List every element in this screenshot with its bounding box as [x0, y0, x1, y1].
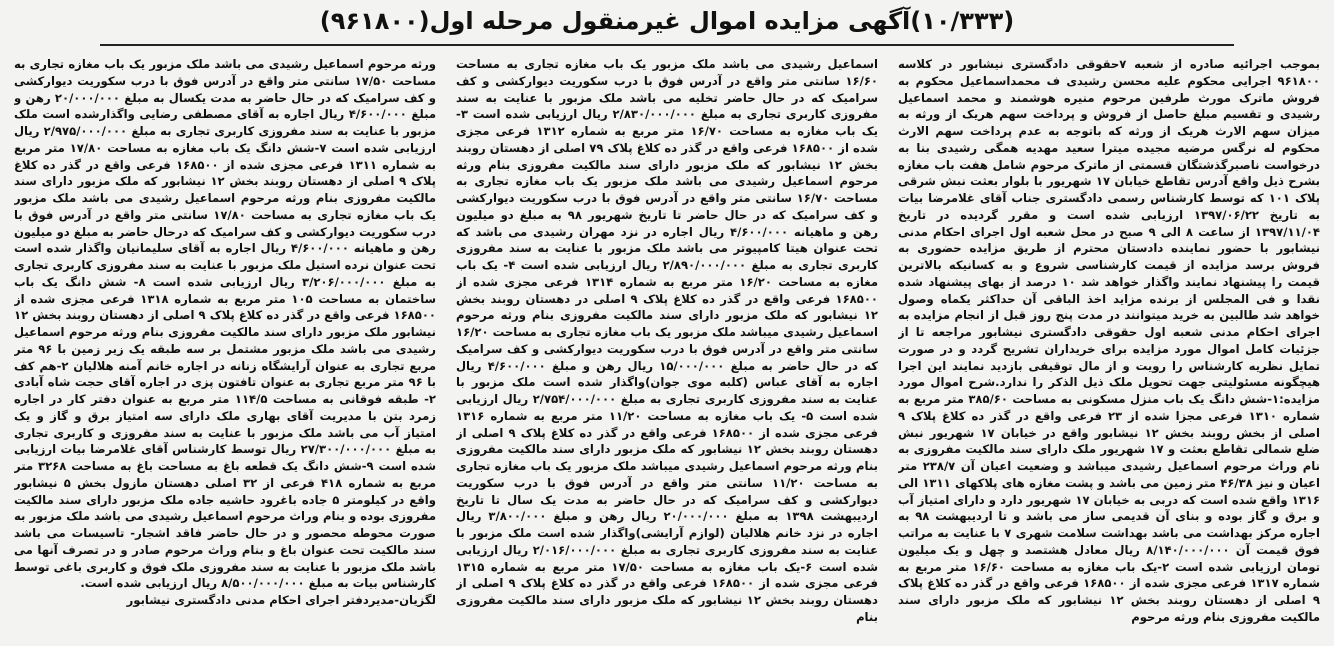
- column-right: [898, 56, 1320, 640]
- signature: لگزیان-مدیردفتر اجرای احکام مدنی دادگستری نیشابور: [126, 593, 436, 607]
- notice-title: (۱۰/۳۳۳)آگهی مزایده اموال غیرمنقول مرحله اول(۹۶۱۸۰۰): [319, 7, 1015, 35]
- column-left-text: ورثه مرحوم اسماعیل رشیدی می باشد ملک مزبور یک باب مغازه تجاری به مساحت ۱۷/۵۰ سانتی متر واقع در آدرس فوق با درب سکوریت دیوارکشی و کف سرامیک که در حال حاضر به مدت یکسال به مبلغ ۲۰/۰۰۰/۰۰۰ رهن و مبلغ ۴/۶۰۰/۰۰۰ ریال اجاره به آقای مصطفی رضایی واگذارشده است ملک مزبور با عنایت به سند مفروزی کاربری تجاری به مبلغ ۲/۹۷۵/۰۰۰/۰۰۰ ریال ارزیابی شده است ۷-شش دانگ یک باب مغازه به مساحت ۱۷/۸۰ متر مربع به شماره ۱۳۱۱ فرعی مجزی شده از ۱۶۸۵۰۰ فرعی واقع در گذر ده کلاغ پلاک ۹ اصلی از دهستان روبند بخش ۱۲ نیشابور که ملک مزبور دارای سند مالکیت مفروزی بنام ورثه مرحوم اسماعیل رشیدی می باشد ملک مزبور یک باب مغازه تجاری به مساحت ۱۷/۸۰ سانتی متر واقع در آدرس فوق با درب سکوریت دیوارکشی و کف سرامیک که درحال حاضر به مبلغ دو میلیون رهن و ماهیانه ۴/۶۰۰/۰۰۰ ریال اجاره به آقای سلیمانیان واگذار شده است تحت عنوان نرده استیل ملک مزبور با عنایت به سند مفروزی کاربری تجاری به مبلغ ۳/۲۰۶/۰۰۰/۰۰۰ ریال ارزیابی شده است ۸- شش دانگ یک باب ساختمان به مساحت ۱۰۵ متر مربع به شماره ۱۳۱۸ فرعی مجزی شده از ۱۶۸۵۰۰ فرعی واقع در گذر ده کلاغ پلاک ۹ اصلی از دهستان روبند بخش ۱۲ نیشابور ملک مزبور دارای سند مالکیت مفروزی بنام ورثه مرحوم اسماعیل رشیدی می باشد ملک مزبور مشتمل بر سه طبقه یک زیر زمین با ۹۶ متر مربع تجاری به عنوان آرایشگاه زنانه در اجاره خانم آمنه هلالیان ۲-هم کف با ۹۶ متر مربع تجاری به عنوان تافتون پزی در اجاره آقای حجت شاه آبادی ۲- طبقه فوقانی به مساحت ۱۱۴/۵ متر مربع به عنوان دفتر کار در اجاره زمرد بتن با مدیریت آقای بهاری ملک دارای سه امتیاز برق و گاز و یک امتیاز آب می باشد ملک مزبور با عنایت به سند مفروزی و کاربری تجاری به مبلغ ۲۷/۳۰۰/۰۰۰/۰۰۰ ریال توسط کارشناس آقای غلامرضا بیات ارزیابی شده است ۹-شش دانگ یک قطعه باغ به مساحت باغ به مساحت ۳۲۶۸ متر مربع به شماره ۴۱۸ فرعی از ۳۲ اصلی دهستان مازول بخش ۵ نیشابور واقع در کیلومتر ۵ جاده باغرود حاشیه جاده ملک مزبور دارای سند مالکیت مفروزی بوده و بنام وراث مرحوم اسماعیل رشیدی می باشد ملک مزبور به صورت محوطه محصور و در حال حاضر فاقد اشجار- تاسیسات می باشد سند مالکیت تحت عنوان باغ و بنام وراث مرحوم صادر و در تصرف آنها می باشد ملک مزبور با عنایت به سند مفروزی ملک فوق و کاربری باغی توسط کارشناس بیات به مبلغ ۸/۵۰۰/۰۰۰/۰۰۰ ریال ارزیابی شده است.: [14, 57, 436, 591]
- column-middle-text: اسماعیل رشیدی می باشد ملک مزبور یک باب مغازه تجاری به مساحت ۱۶/۶۰ سانتی متر واقع در آدرس فوق با درب سکوریت دیوارکشی و کف سرامیک که در حال حاضر تخلیه می باشد ملک مزبور با عنایت به سند مفروزی کاربری تجاری به مبلغ ۲/۸۳۰/۰۰۰/۰۰۰ ریال ارزیابی شده است ۳- یک باب مغازه به مساحت ۱۶/۷۰ متر مربع به شماره ۱۳۱۲ فرعی مجزی شده از ۱۶۸۵۰۰ فرعی واقع در گذر ده کلاغ پلاک ۷۹ اصلی از دهستان روبند بخش ۱۲ نیشابور که ملک مزبور دارای سند مالکیت مفروزی بنام ورثه مرحوم اسماعیل رشیدی می باشد ملک مزبور یک باب مغازه تجاری به مساحت ۱۶/۷۰ سانتی متر واقع در آدرس فوق با درب سکوریت دیوارکشی و کف سرامیک که در حال حاضر تا تاریخ شهریور ۹۸ به مبلغ دو میلیون رهن و ماهیانه ۴/۶۰۰/۰۰۰ ریال اجاره در نزد مهران رشیدی می باشد که تحت عنوان هیتا کامپیوتر می باشد ملک مزبور با عنایت به سند مفروزی کاربری تجاری به مبلغ ۲/۸۹۰/۰۰۰/۰۰۰ ریال ارزیابی شده است ۴- یک باب مغازه به مساحت ۱۶/۲۰ متر مربع به شماره ۱۳۱۴ فرعی مجزی شده از ۱۶۸۵۰۰ فرعی واقع در گذر ده کلاغ پلاک ۹ اصلی در دهستان روبند بخش ۱۲ نیشابور که ملک مزبور دارای سند مالکیت مفروزی بنام ورثه مرحوم اسماعیل رشیدی میباشد ملک مزبور یک باب مغازه تجاری به مساحت ۱۶/۲۰ سانتی متر واقع در آدرس فوق با درب سکوریت دیوارکشی و کف سرامیک که در حال حاضر به مبلغ ۱۵/۰۰۰/۰۰۰ ریال رهن و مبلغ ۴/۶۰۰/۰۰۰ ریال اجاره به آقای عباس (کلبه موی جوان)واگذار شده است ملک مزبور با عنایت به سند مفروزی کاربری تجاری به مبلغ ۲/۷۵۴/۰۰۰/۰۰۰ ریال ارزیابی شده است ۵- یک باب مغازه به مساحت ۱۱/۲۰ متر مربع به شماره ۱۳۱۶ فرعی مجزی شده از ۱۶۸۵۰۰ فرعی واقع در گذر ده کلاغ پلاک ۹ اصلی از دهستان روبند بخش ۱۲ نیشابور که ملک مزبور دارای سند مالکیت مفروزی بنام ورثه مرحوم اسماعیل رشیدی میباشد ملک مزبور یک باب مغازه تجاری به مساحت ۱۱/۲۰ سانتی متر واقع در آدرس فوق با درب سکوریت دیوارکشی و کف سرامیک که در حال حاضر به مدت یک سال تا تاریخ اردیبهشت ۱۳۹۸ به مبلغ ۲۰/۰۰۰/۰۰۰ ریال رهن و مبلغ ۳/۸۰۰/۰۰۰ ریال اجاره در نزد خانم هلالیان (لوازم آرایشی)واگذار شده است ملک مزبور با عنایت به سند مفروزی کاربری تجاری به مبلغ ۲/۰۱۶/۰۰۰/۰۰۰ ریال ارزیابی شده است ۶-یک باب مغازه به مساحت ۱۷/۵۰ متر مربع به شماره ۱۳۱۵ فرعی مجزی شده از ۱۶۸۵۰۰ فرعی واقع در گذر ده کلاغ پلاک ۹ اصلی از دهستان روبند بخش ۱۲ نیشابور که ملک مزبور دارای سند مالکیت مفروزی بنام: [456, 57, 878, 624]
- column-right-text: بموجب اجرائیه صادره از شعبه ۷حقوقی دادگستری نیشابور در کلاسه ۹۶۱۸۰۰ اجرایی محکوم علیه محسن رشیدی ف محمداسماعیل محکوم به فروش ماترک مورث طرفین مرحوم منیره هوشمند و محمد اسماعیل رشیدی و تقسیم مبلغ حاصل از فروش و پرداخت سهم هریک از ورثه به میزان سهم الارث هریک از ورثه که باتوجه به عدم پرداخت سهم الارث محکوم له نرگس مرضیه مجیده میترا سعید مهدیه همگی رشیدی بنا به درخواست ناصبرگذشتگان قسمتی از ماترک مرحوم شامل هفت باب مغازه بشرح ذیل واقع آدرس تقاطع خیابان ۱۷ شهریور با بلوار بعثت نبش شرقی پلاک ۱۰۱ که توسط کارشناس رسمی دادگستری جناب آقای غلامرضا بیات به تاریخ ۱۳۹۷/۰۶/۲۲ ارزیابی شده است و مقرر گردیده در تاریخ ۱۳۹۷/۱۱/۰۴ از ساعت ۸ الی ۹ صبح در محل شعبه اول اجرای احکام مدنی نیشابور با حضور نماینده دادستان محترم از طریق مزایده حضوری به فروش برسد مزایده از قیمت کارشناسی شروع و به کسانیکه بالاترین قیمت را پیشنهاد نمایند واگذار خواهد شد ۱۰ درصد از بهای پیشنهاد شده نقدا و فی المجلس از برنده مزاید اخذ الباقی آن حداکثر یکماه وصول خواهد شد طالبین به خرید میتوانند در مدت پنج روز قبل از انجام مزایده به اجرای احکام مدنی شعبه اول حقوقی دادگستری نیشابور مراجعه تا از جزئیات کامل اموال مورد مزایده برای خریداران تشریح گردد و در صورت تمایل نظریه کارشناس را رویت و از مال توقیفی بازدید نمایند این اجرا هیچگونه مسئولیتی جهت تحویل ملک ذیل الذکر را ندارد.شرح اموال مورد مزایده:۱-شش دانگ یک باب منزل مسکونی به مساحت ۳۸۵/۶۰ متر مربع به شماره ۱۳۱۰ فرعی مجزا شده از ۲۳ فرعی واقع در گذر ده کلاغ پلاک ۹ اصلی از بخش روبند بخش ۱۲ نیشابور واقع در خیابان ۱۷ شهریور نبش ضلع شمالی تقاطع بعثت و ۱۷ شهریور ملک دارای سند مالکیت مفروزی به نام وراث مرحوم اسماعیل رشیدی میباشد و وضعیت اعیان آن ۲۳۸/۷ متر اعیان و نیز ۴۶/۳۸ متر زمین می باشد و پشت مغازه های پلاکهای ۱۳۱۱ الی ۱۳۱۶ واقع شده است که دربی به خیابان ۱۷ شهریور دارد و دارای امتیاز آب و برق و گاز بوده و بنای آن قدیمی ساز می باشد و تا اردیبهشت ۹۸ به اجاره مرکز بهداشت می باشد بهداشت سلامت شهری ۷ با عنایت به مراتب فوق قیمت آن ۸/۱۴۰/۰۰۰/۰۰۰ ریال معادل هشتصد و چهل و یک میلیون تومان ارزیابی شده است ۲-یک باب مغازه به مساحت ۱۶/۶۰ متر مربع به شماره ۱۳۱۷ فرعی مجزی شده از ۱۶۸۵۰۰ فرعی واقع در گذر ده کلاغ پلاک ۹ اصلی از دهستان روبند بخش ۱۲ نیشابور که ملک مزبور دارای سند مالکیت مفروزی بنام ورثه مرحوم: [898, 57, 1320, 624]
- notice-columns: [14, 56, 1320, 640]
- column-left: [14, 56, 436, 640]
- title-divider: [100, 44, 1234, 46]
- column-middle: [456, 56, 878, 640]
